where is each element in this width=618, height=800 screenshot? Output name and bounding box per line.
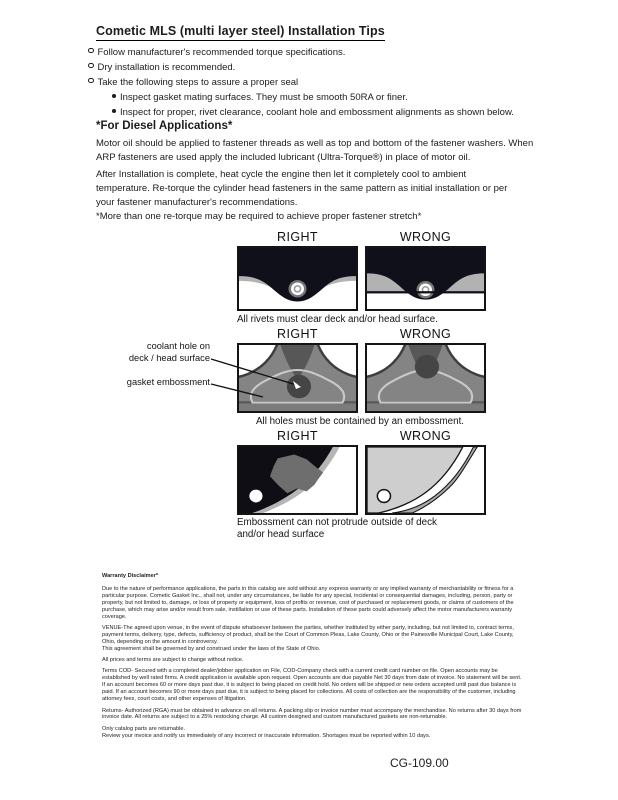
coolant-hole-label: coolant hole on deck / head surface — [128, 341, 210, 363]
gasket-embossment-label: gasket embossment — [126, 377, 210, 387]
legal-paragraph: Due to the nature of performance applications, the parts in this catalog are sold without any express warranty or any implied warranty of merchantability or fitness for a particular purpose. Cometic Gasket Inc., shall not, under any circumstances, be liable for any special, incidental or consequential damages, including, person, party or property, but not limited to, damage, or loss of property or equipment, loss of profits or revenue, cost of purchased or replacement goods, or claims of customers of the purchase, which may arise and/or result from sale, instillation or use of these parts. Installation of these parts could adversely affect the motor manufacturers warranty coverage. — [102, 585, 514, 620]
list-item-text: Dry installation is recommended. — [97, 62, 236, 73]
deck-wrong-diagram — [365, 445, 486, 515]
list-item — [88, 45, 588, 60]
legal-paragraph: Terms COD- Secured with a completed dealer/jobber application on File, COD-Company check with a current credit card number on file. Open accounts may be established by well rated firms. A credit application is available upon request. Open accounts are due payable Net 30 days from date of invoice. No statement will be sent. If an account becomes 60 or more days past due, it is subject to being placed on credit hold. No orders will be shipped or new orders accepted until past due balance is paid. If an account becomes 90 or more days past due, it is subject to being placed for collections. All costs of collection are the responsibility of the customer, including attorney fees, court costs, and other expenses of litigation. — [102, 668, 522, 703]
legal-paragraph: Review your invoice and notify us immediately of any incorrect or inaccurate information. Shortages must be reported within 10 days. — [102, 732, 431, 739]
legal-paragraph: Returns- Authorized (RGA) must be obtained in advance on all returns. A packing slip or invoice number must accompany the merchandise. No returns after 30 days from invoice date. All returns are subject to a 25% restocking charge. All custom designed and custom manufactured gaskets are non-returnable. — [102, 707, 522, 721]
open-bullet-icon — [88, 48, 94, 54]
diagram-caption: Embossment can not protrude outside of deck and/or head surface — [237, 517, 437, 540]
right-label: RIGHT — [277, 230, 318, 244]
retorque-note: *More than one re-torque may be required to achieve proper fastener stretch* — [96, 211, 422, 222]
warranty-disclaimer-heading: Warranty Disclaimer* — [102, 573, 159, 579]
right-label: RIGHT — [277, 429, 318, 443]
right-label: RIGHT — [277, 327, 318, 341]
diagram-caption: All holes must be contained by an embossment. — [256, 416, 465, 427]
page-title: Cometic MLS (multi layer steel) Installation Tips — [96, 24, 385, 41]
legal-paragraph: All prices and terms are subject to change without notice. — [102, 657, 244, 664]
list-item — [88, 60, 588, 75]
list-item-text: Take the following steps to assure a proper seal — [97, 77, 299, 88]
legal-paragraph: VENUE-The agreed upon venue, in the event of dispute whatsoever between the parties, whether instituted by either party, including, but not limited to, contract terms, payment terms, delivery, type, defects, sufficiency of product, shall be the Court of Common Pleas, Lake County, Ohio or the Painesville Municipal Court, Lake County, Ohio, depending on the amount in controversy. — [102, 624, 514, 645]
list-item-text: Inspect for proper, rivet clearance, coolant hole and embossment alignments as shown below. — [120, 107, 514, 118]
open-bullet-icon — [88, 63, 94, 69]
wrong-label: WRONG — [399, 327, 452, 341]
open-bullet-icon — [88, 78, 94, 84]
filled-bullet-icon — [112, 94, 116, 98]
wrong-label: WRONG — [399, 230, 452, 244]
list-item-text: Inspect gasket mating surfaces. They must be smooth 50RA or finer. — [120, 92, 408, 103]
installation-tips-list — [88, 45, 588, 120]
filled-bullet-icon — [112, 109, 116, 113]
list-item — [88, 75, 588, 90]
diesel-heading: *For Diesel Applications* — [96, 120, 233, 132]
diesel-paragraph: After Installation is complete, heat cycle the engine then let it completely cool to ambient temperature. Re-torque the cylinder head fasteners in the same pattern as initial installation or per your fastener manufacturer's recommendations. — [96, 169, 508, 208]
embossment-right-diagram — [237, 343, 358, 413]
wrong-label: WRONG — [399, 429, 452, 443]
embossment-wrong-diagram — [365, 343, 486, 413]
list-item — [112, 105, 588, 120]
deck-right-diagram — [237, 445, 358, 515]
diagram-caption: All rivets must clear deck and/or head surface. — [237, 314, 438, 325]
list-item — [112, 90, 588, 105]
legal-paragraph: This agreement shall be governed by and construed under the laws of the State of Ohio. — [102, 645, 321, 652]
rivet-right-diagram — [237, 246, 358, 311]
diesel-paragraph: Motor oil should be applied to fastener threads as well as top and bottom of the fastener washers. When ARP fasteners are used apply the included lubricant (Ultra-Torque®) in place of motor oil. — [96, 138, 534, 163]
legal-paragraph: Only catalog parts are returnable. — [102, 725, 186, 732]
rivet-wrong-diagram — [365, 246, 486, 311]
legal-section — [102, 573, 526, 744]
page-code: CG-109.00 — [390, 756, 449, 770]
list-item-text: Follow manufacturer's recommended torque specifications. — [97, 47, 346, 58]
